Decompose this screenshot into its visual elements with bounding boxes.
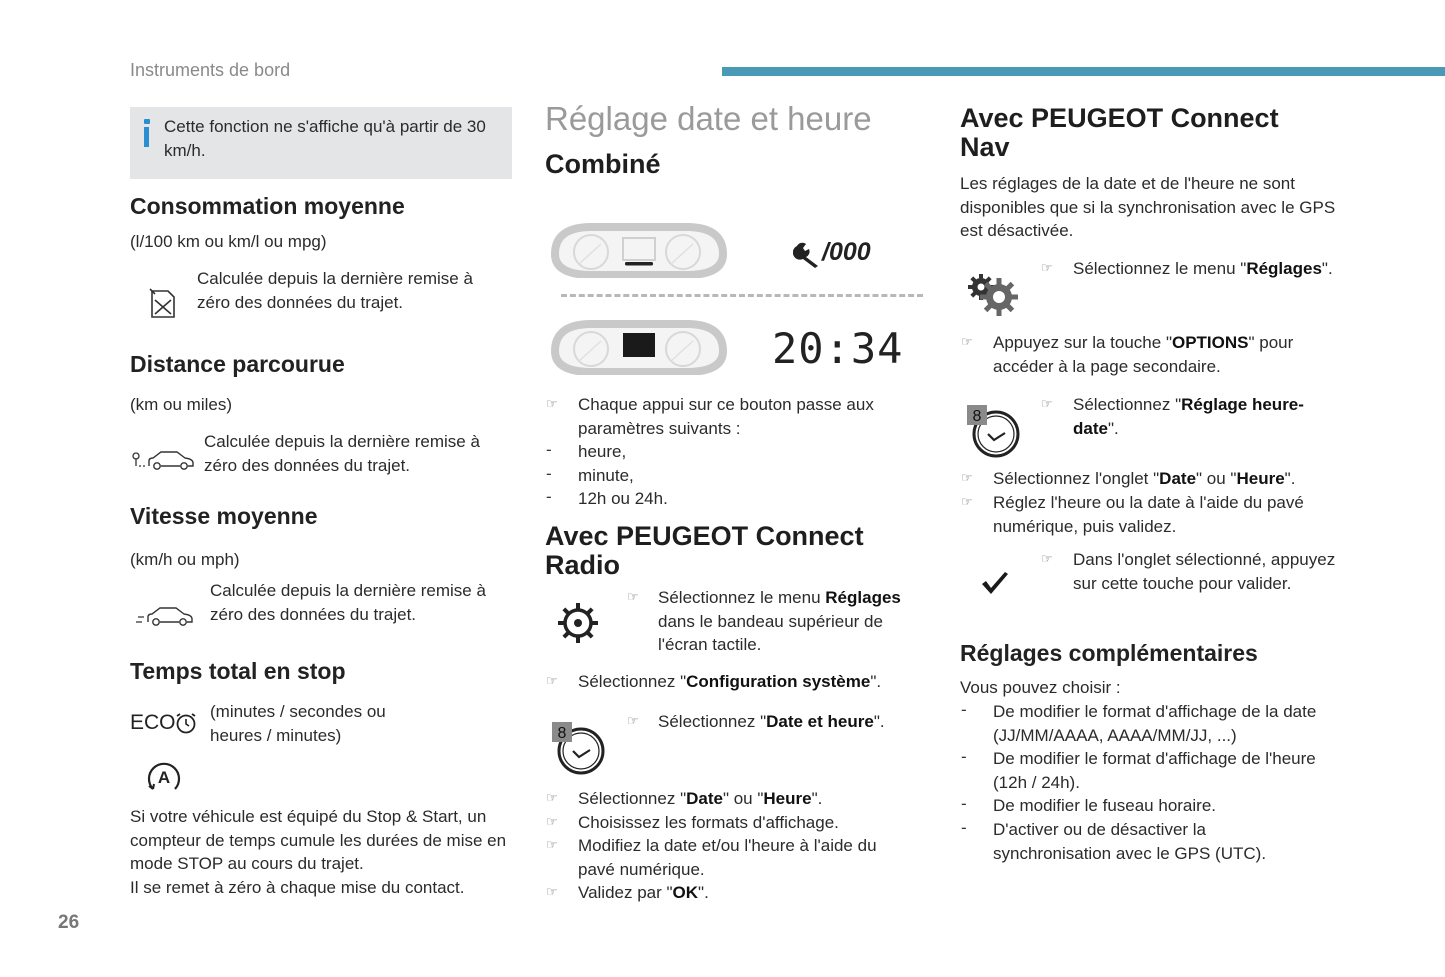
instrument-cluster-illustration-clock: [549, 319, 729, 375]
radio-step-7: Validez par "OK".: [578, 883, 709, 902]
vitesse-desc: Calculée depuis la dernière remise à zéro des données du trajet.: [210, 581, 486, 624]
radio-step-1: Sélectionnez le menu Réglages dans le bandeau supérieur de l'écran tactile.: [658, 588, 901, 654]
complementary-item: De modifier le format d'affichage de l'heure (12h / 24h).: [993, 749, 1316, 792]
bullet-icon: ☞: [627, 589, 639, 604]
stop-title: Temps total en stop: [130, 658, 346, 684]
complementary-title: Réglages complémentaires: [960, 640, 1258, 666]
radio-title: Avec PEUGEOT Connect Radio: [545, 521, 864, 580]
info-icon: [144, 119, 150, 124]
complementary-item: D'activer ou de désactiver la synchronisation avec le GPS (UTC).: [993, 820, 1267, 863]
nav-step-3: Sélectionnez "Réglage heure-date".: [1073, 395, 1304, 438]
auto-label: A: [157, 768, 171, 787]
separator-dashed: [561, 294, 923, 297]
nav-step-4: Sélectionnez l'onglet "Date" ou "Heure".: [993, 469, 1296, 488]
wrench-icon: [793, 240, 823, 268]
info-text: Cette fonction ne s'affiche qu'à partir de 30 km/h.: [164, 117, 486, 160]
combine-title: Combiné: [545, 149, 661, 179]
bullet-icon: ☞: [961, 470, 973, 485]
clock-icon: [550, 720, 608, 778]
radio-step-3: Sélectionnez "Date et heure".: [658, 712, 885, 731]
param-item: minute,: [578, 466, 634, 485]
bullet-icon: ☞: [627, 713, 639, 728]
bullet-icon: ☞: [546, 396, 558, 411]
header-accent-bar: [722, 67, 1445, 76]
radio-step-2: Sélectionnez "Configuration système".: [578, 672, 882, 691]
bullet-icon: ☞: [1041, 260, 1053, 275]
info-box: [130, 107, 512, 179]
page-title: Réglage date et heure: [545, 100, 872, 137]
conso-desc: Calculée depuis la dernière remise à zéro des données du trajet.: [197, 269, 473, 312]
stop-paragraph-1: Si votre véhicule est équipé du Stop & Start, un compteur de temps cumule les durées de mise en mode STOP au cours du trajet.: [130, 807, 507, 873]
stopwatch-icon: [174, 711, 198, 735]
conso-title: Consommation moyenne: [130, 193, 405, 219]
nav-step-2: Appuyez sur la touche "OPTIONS" pour accéder à la page secondaire.: [993, 333, 1294, 376]
param-item: heure,: [578, 442, 627, 461]
instrument-cluster-illustration: [549, 222, 729, 278]
settings-gears-icon: [968, 273, 1020, 317]
bullet-icon: ☞: [546, 884, 558, 899]
bullet-icon: ☞: [546, 837, 558, 852]
clock-display: 20:34: [772, 324, 904, 373]
fuel-can-icon: [146, 286, 180, 320]
vitesse-title: Vitesse moyenne: [130, 503, 318, 529]
complementary-item: De modifier le fuseau horaire.: [993, 796, 1217, 815]
trip-reset-display: /000: [822, 238, 871, 266]
checkmark-icon: [980, 571, 1010, 597]
distance-units: (km ou miles): [130, 395, 233, 414]
stop-start-auto-icon: [145, 758, 183, 796]
button-intro: Chaque appui sur ce bouton passe aux paramètres suivants :: [578, 395, 874, 438]
clock-badge: 8: [557, 725, 567, 742]
bullet-icon: ☞: [1041, 551, 1053, 566]
complementary-intro: Vous pouvez choisir :: [960, 678, 1121, 697]
complementary-item: De modifier le format d'affichage de la date (JJ/MM/AAAA, AAAA/MM/JJ, ...): [993, 702, 1317, 745]
radio-step-5: Choisissez les formats d'affichage.: [578, 813, 839, 832]
bullet-icon: ☞: [546, 814, 558, 829]
distance-car-icon: [131, 448, 197, 472]
param-item: 12h ou 24h.: [578, 489, 668, 508]
bullet-icon: ☞: [546, 790, 558, 805]
nav-title: Avec PEUGEOT Connect Nav: [960, 103, 1279, 162]
nav-step-1: Sélectionnez le menu "Réglages".: [1073, 259, 1333, 278]
settings-gear-icon: [556, 601, 600, 645]
radio-step-6: Modifiez la date et/ou l'heure à l'aide du pavé numérique.: [578, 836, 877, 879]
speed-car-icon: [136, 604, 198, 628]
vitesse-units: (km/h ou mph): [130, 550, 240, 569]
radio-step-4: Sélectionnez "Date" ou "Heure".: [578, 789, 823, 808]
section-title: Instruments de bord: [130, 60, 291, 80]
clock-badge: 8: [972, 408, 982, 425]
distance-desc: Calculée depuis la dernière remise à zéro des données du trajet.: [204, 432, 480, 475]
nav-step-5: Réglez l'heure ou la date à l'aide du pavé numérique, puis validez.: [993, 493, 1304, 536]
clock-icon: [965, 403, 1023, 461]
conso-units: (l/100 km ou km/l ou mpg): [130, 232, 327, 251]
page-number: 26: [58, 912, 80, 933]
stop-units: (minutes / secondes ou heures / minutes): [210, 702, 386, 745]
nav-intro: Les réglages de la date et de l'heure ne sont disponibles que si la synchronisation avec le GPS est désactivée.: [960, 174, 1336, 240]
eco-label: ECO: [130, 711, 176, 734]
bullet-icon: ☞: [961, 494, 973, 509]
bullet-icon: ☞: [1041, 396, 1053, 411]
bullet-icon: ☞: [961, 334, 973, 349]
distance-title: Distance parcourue: [130, 351, 345, 377]
stop-paragraph-2: Il se remet à zéro à chaque mise du contact.: [130, 878, 465, 897]
nav-step-6: Dans l'onglet sélectionné, appuyez sur cette touche pour valider.: [1073, 550, 1336, 593]
bullet-icon: ☞: [546, 673, 558, 688]
